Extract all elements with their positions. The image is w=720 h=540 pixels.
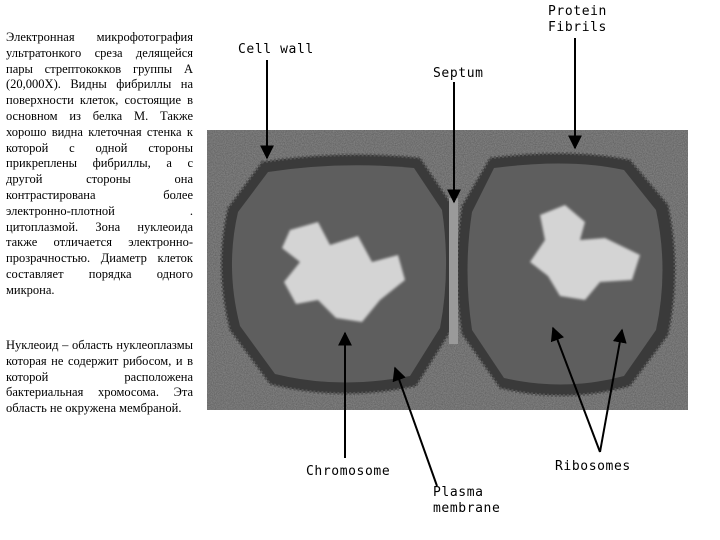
septum — [449, 198, 458, 344]
septum-label: Septum — [433, 66, 484, 81]
right-cell — [457, 153, 675, 395]
left-cell — [221, 155, 456, 394]
chromosome-label: Chromosome — [306, 464, 391, 479]
caption-paragraph-2: Нуклеоид – область нуклеоплазмы которая не содержит рибосом, и в которой расположена бактериальная хромосома. Эта область не окружена мембраной. — [6, 338, 193, 416]
protein-fibrils-label: Protein Fibrils — [548, 4, 607, 35]
caption-paragraph-1: Электронная микрофотография ультратонкого среза делящейся пары стрептококков группы А (20,000X). Видны фибриллы на поверхности клеток, состоящие в основном из белка М. Также хорошо видна клеточная стенка к которой с одной стороны прикреплены фибриллы, а с другой стороны она контрастирована более электронно-плотной . цитоплазмой. Зона нуклеоида также отличается электронно-прозрачностью. Диаметр клеток составляет порядка одного микрона. — [6, 30, 193, 297]
ribosomes-label: Ribosomes — [555, 459, 631, 474]
plasma-membrane-label: Plasma membrane — [433, 485, 501, 516]
cell-wall-label: Cell wall — [238, 42, 314, 57]
